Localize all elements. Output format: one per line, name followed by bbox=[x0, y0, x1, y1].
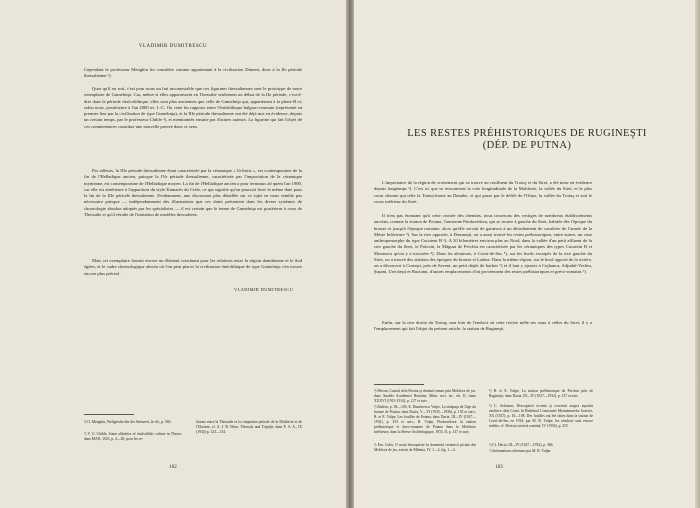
article-title: LES RESTES PRÉHISTORIQUES DE RUGINEŞTI bbox=[407, 128, 647, 139]
left-page-number: 102 bbox=[169, 465, 177, 470]
left-page bbox=[0, 0, 346, 508]
right-footnote-6: ⁶) Cf. Dacia, III—IV (1927—1932), p. 366. bbox=[489, 443, 554, 447]
right-paragraph-2: Il n'est pas étonnant qu'à cette croisée des chemins, nous trouvions des vestiges de nombreux établissements anciens, comme la station de Poiana, l'ancienne Piroboridava, qui se trouve à gauche du Siret, habitée dès l'époque du bronze et jusqu'à l'époque romaine, alors qu'elle servait de garnison à un détachement de cavalerie de l'armée de la Mésie Inférieure ²). Sur la rive opposée, à Domneşti, on a aussi trouvé les restes préhistoriques, entre autres, un vase anthropomorphe du type Cucuteni B ³). A 20 kilomètres environ plus au Nord, dans la vallée d'un petit affluent de la rive gauche du Siret, le Polocin, la Măgura de Perchiu est caractérisée par les céramiques des types Cucuteni B et Monteoru qu'on y a trouvées ⁴). Dans les alentours, à Corni-de-Sus ⁵), sur les bords escarpés de la rive gauche du Siret, on a trouvé des stations des époques du bronze et Latène. Dans la même région, sur le bord opposé de la rivière, on a découvert à Costeşti, près de Savent, un petit dépôt de haches ⁶) et il faut y ajouter à Coţhanca, Adjudul-Vechiu, Şuşani, Urecheşti et Buciumi, d'autres emplacements d'où proviennent des restes préhistoriques et gréco-romains ⁷). bbox=[374, 213, 592, 275]
left-paragraph-4: Mais cet exemplaire fournit encore un élément concluant pour les relations entre la région danubienne et le Sud égéen, et le cadre chronologique absolu où l'on peut placer la civilisation énéolithique de type Gumelniţa s'en trouve encore plus précisé. bbox=[84, 258, 302, 276]
left-paragraph-2: Quoi qu'il en soit, c'est pour nous un fait incontestable que ces figurines thessaliennes sont le prototype de notre exemplaire de Gumelniţa. Car, même si elles apparaissent en Thessalie seulement au début de la IIe période, c'est-à-dire dans la période chalcolithique, elles sont plus anciennes que celle de Gumelniţa qui, appartenant à la phase B et, selon nous, postérieure à l'an 2000 av. J.-C. Ou cette les rapports entre l'énéolithique bulgaro-roumain (représenté en premier lieu par la civilisation de type Gumelniţa), et la IIIe période thessalienne ont été déjà mis en évidence, depuis un certain temps, par le professeur Childe ²), et mentionnés ensuite par d'autres auteurs. La figurine qui fait l'objet de ces commentaires constitue une nouvelle preuve dans ce sens. bbox=[84, 86, 302, 129]
left-paragraph-3: Par ailleurs, la IIIe période thessalienne étant caractérisée par la céramique « Urfirnis », est contemporaine de la fin de l'Helladique ancien, puisque la IVe période thessalienne, caractérisée par l'importation de la céramique mynienne, est contemporaine de l'Helladique moyen. La fin de l'Helladique ancien a pour terminus ad quem l'an 1900, car elle est antérieure à l'apparition du style Kamarès du Crète, ce qui signifie qu'on pourrait fixer la même date pour la fin de la IIIe période thessalienne. Evidemment, une discussion plus détaillée sur ce sujet ne nous semble pas nécessaire puisque — indépendamment des illustrations que ces dates présentent dans les divers systèmes de chronologie absolue adoptés par les spécialistes — il est certain que le terme de Gumelniţa est postérieur à ceux de Thessalie et qu'il résulte de l'imitation de modèles thessaliens. bbox=[84, 168, 302, 217]
right-footnote-rule bbox=[374, 384, 424, 385]
left-footnote-rule bbox=[84, 414, 134, 415]
article-subtitle: (DÉP. DE PUTNA) bbox=[482, 140, 572, 151]
right-page bbox=[354, 0, 700, 508]
left-footnote-2: ²) V. G. Childe, Some affinities of chalcolithic culture in Thrace, dans MAN, 1923, p. 4—20; pour les re- bbox=[84, 432, 182, 441]
right-footnote-4: ⁴) R. et E. Vulpe, La station préhistorique de Perchiu près de Rugineşti, dans Dacia, III—IV (1927—1932), p. 137 et suiv. bbox=[489, 389, 593, 398]
left-paragraph-1: Cependant le professeur Menghin les considère comme appartenant à la civilisation Dimeni, donc à la IIe période thessalienne ¹). bbox=[84, 67, 302, 79]
book-fore-edge bbox=[695, 0, 700, 508]
right-footnote-2: ²) Ibidem, p. 94—103; E. Dumitrescu Vulpe, La sărăpuţa de l'âge du bronze de Poiana, dans Dacia, V—VI (1935—1936), p. 135 et suiv.; R. et E. Vulpe, Les fouilles de Poiana, dans Dacia, III—IV (1927—1932), p. 253 et suiv.; R. Vulpe, Piroboridava: la station préhistorique et daco-romaine de Poiana dans la Moldavie inférieure, dans la Revue Archéologique, 1933, II, p. 137 et suiv. bbox=[374, 405, 476, 434]
right-footnote-7: ⁷) Informations obtenues par M. R. Vulpe. bbox=[489, 449, 552, 453]
right-paragraph-3: Enfin, sur la rive droite du Trotuş, non loin de l'endroit où cette rivière mêle ses eaux à celles du Siret, il y a l'emplacement qui fait l'objet du présent article: la station de Rugineşti. bbox=[374, 320, 592, 332]
left-footnote-continued: lations entre la Thessalie et la cinquième période de la Moldavie et de l'Ukraine, cf. A. J. B. Wace, Thessaly and Tripolje, dans E. S. A., IX (1934) p. 123—134. bbox=[196, 420, 302, 434]
right-paragraph-1: L'importance de la région de croisement qui se trouve au confluent du Trotuş et du Siret, a été mise en évidence depuis longtemps ¹). C'est ici que se rencontrent la voie longitudinale de la Moldavie, la vallée du Siret, et le plus court chemin qui relie la Transylvanie au Danube, et qui passe par le défilé de l'Oituz, la vallée du Trotuş et suit le cours inférieur du Siret. bbox=[374, 180, 592, 204]
right-footnote-1: ¹) Pârvan, Castrul dela Poiana şi drumul roman prin Moldova de jos, dans Analele Academiei Române, Mém. sect. ist., sér. II, tome XXXVI (1913-1914), p. 127 et suiv. bbox=[374, 389, 476, 403]
left-footnote-1: ¹) O. Menghin, Weltgeschichte der Steinzeit, 2e éd., p. 560. bbox=[84, 420, 172, 424]
right-footnote-5: ⁵) C. Solomon, Descoperiri recente şi cercetări asupra aşezării neolitice dela Corni, în Buletinul Comisiunii Monumentelor Istorice, XX (1927), p. 10—108. Des fouilles ont été faites dans la station de Corni-de-Sus en 1934, par M. R. Vulpe; les résultats sont encore inédits; cf. Revista istorică română, IV (1934), p. 255. bbox=[489, 404, 593, 428]
book-gutter bbox=[346, 0, 354, 508]
right-footnote-3: ³) Em. Coliu, O nouă descoperire în domeniul ceramicii pictate din Moldova de jos, extrait de Milenia, IV, 1—2, fig. 1—4. bbox=[374, 443, 476, 452]
left-signature: VLADIMIR DUMITRESCU bbox=[234, 287, 294, 292]
left-running-head: VLADIMIR DUMITRESCU bbox=[138, 44, 208, 49]
right-page-number: 103 bbox=[495, 465, 503, 470]
